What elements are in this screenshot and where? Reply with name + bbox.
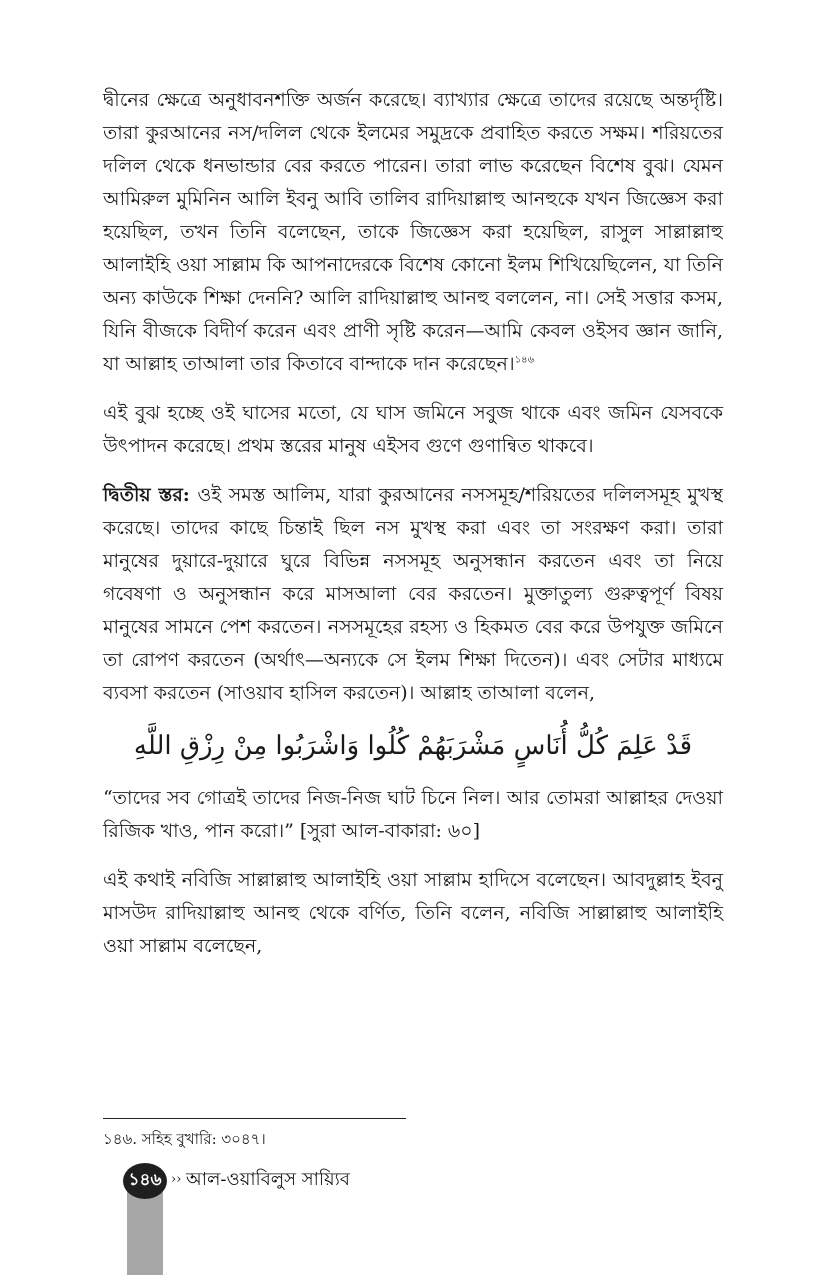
paragraph-3	[103, 479, 723, 710]
paragraph-5: এই কথাই নবিজি সাল্লাল্লাহু আলাইহি ওয়া সাল্লাম হাদিসে বলেছেন। আবদুল্লাহ ইবনু মাসউদ রাদিয়াল্লাহু আনহু থেকে বর্ণিত, তিনি বলেন, নবিজি সাল্লাল্লাহু আলাইহি ওয়া সাল্লাম বলেছেন,	[103, 869, 723, 957]
page-number: ১৪৬	[128, 1170, 162, 1190]
section-heading: দ্বিতীয় স্তর:	[103, 484, 190, 506]
running-book-title: আল-ওয়াবিলুস সায়্যিব	[186, 1169, 350, 1190]
verse-translation: “তাদের সব গোত্রই তাদের নিজ-নিজ ঘাট চিনে নিল। আর তোমরা আল্লাহর দেওয়া রিজিক খাও, পান করো।” [সুরা আল-বাকারা: ৬০]	[103, 787, 723, 842]
arabic-verse: قَدْ عَلِمَ كُلُّ أُنَاسٍ مَشْرَبَهُمْ كُلُوا وَاشْرَبُوا مِنْ رِزْقِ اللَّهِ	[133, 731, 693, 761]
page-body	[103, 84, 723, 979]
paragraph-2: এই বুঝ হচ্ছে ওই ঘাসের মতো, যে ঘাস জমিনে সবুজ থাকে এবং জমিন যেসবকে উৎপাদন করেছে। প্রথম স্তরের মানুষ এইসব গুণে গুণান্বিত থাকবে।	[103, 402, 723, 457]
footnote: ১৪৬. সহিহ বুখারি: ৩০৪৭।	[103, 1130, 266, 1148]
page-number-badge	[123, 1163, 167, 1199]
chevron-right-icon: ››	[171, 1172, 182, 1187]
footnote-reference[interactable]: ১৪৬	[514, 354, 535, 366]
paragraph-3-text: ওই সমস্ত আলিম, যারা কুরআনের নসসমূহ/শরিয়তের দলিলসমূহ মুখস্থ করেছে। তাদের কাছে চিন্তাই ছিল নস মুখস্থ করা এবং তা সংরক্ষণ করা। তারা মানুষের দুয়ারে-দুয়ারে ঘুরে বিভিন্ন নসসমূহ অনুসন্ধান করতেন এবং তা নিয়ে গবেষণা ও অনুসন্ধান করে মাসআলা বের করতেন। মুক্তাতুল্য গুরুত্বপূর্ণ বিষয় মানুষের সামনে পেশ করতেন। নসসমূহের রহস্য ও হিকমত বের করে উপযুক্ত জমিনে তা রোপণ করতেন (অর্থাৎ—অন্যকে সে ইলম শিক্ষা দিতেন)। এবং সেটার মাধ্যমে ব্যবসা করতেন (সাওয়াব হাসিল করতেন)। আল্লাহ তাআলা বলেন,	[103, 484, 724, 704]
paragraph-1-text: দ্বীনের ক্ষেত্রে অনুধাবনশক্তি অর্জন করেছে। ব্যাখ্যার ক্ষেত্রে তাদের রয়েছে অন্তর্দৃষ্টি। তারা কুরআনের নস/দলিল থেকে ইলমের সমুদ্রকে প্রবাহিত করতে সক্ষম। শরিয়তের দলিল থেকে ধনভান্ডার বের করতে পারেন। তারা লাভ করেছেন বিশেষ বুঝ। যেমন আমিরুল মুমিনিন আলি ইবনু আবি তালিব রাদিয়াল্লাহু আনহুকে যখন জিজ্ঞেস করা হয়েছিল, তখন তিনি বলেছেন, তাকে জিজ্ঞেস করা হয়েছিল, রাসুল সাল্লাল্লাহু আলাইহি ওয়া সাল্লাম কি আপনাদেরকে বিশেষ কোনো ইলম শিখিয়েছিলেন, যা তিনি অন্য কাউকে শিক্ষা দেননি? আলি রাদিয়াল্লাহু আনহু বললেন, না। সেই সত্তার কসম, যিনি বীজকে বিদীর্ণ করেন এবং প্রাণী সৃষ্টি করেন—আমি কেবল ওইসব জ্ঞান জানি, যা আল্লাহ তাআলা তার কিতাবে বান্দাকে দান করেছেন।	[103, 89, 723, 375]
footnote-divider	[103, 1118, 406, 1119]
paragraph-1	[103, 84, 723, 381]
